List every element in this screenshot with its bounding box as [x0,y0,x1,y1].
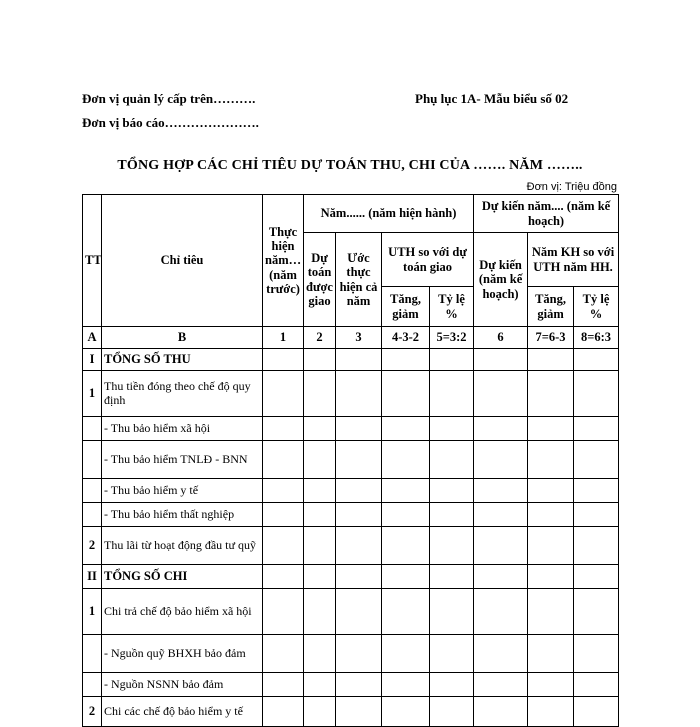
header-du-kien-group: Dự kiến năm.... (năm kế hoạch) [474,195,619,233]
data-cell[interactable] [263,635,304,673]
index-cell: 2 [304,327,336,349]
data-cell[interactable] [574,441,619,479]
header-tang-giam-1: Tăng, giảm [382,287,430,327]
data-cell[interactable] [304,673,336,697]
appendix-label: Phụ lục 1A- Mẫu biểu số 02 [415,91,569,106]
data-cell[interactable] [528,503,574,527]
data-cell[interactable] [474,589,528,635]
data-cell[interactable] [528,527,574,565]
data-cell[interactable] [336,503,382,527]
header-nam-hien-hanh: Năm...... (năm hiện hành) [304,195,474,233]
data-cell[interactable] [263,527,304,565]
data-cell[interactable] [430,441,474,479]
data-cell[interactable] [382,479,430,503]
index-cell: B [102,327,263,349]
header-chi-tieu: Chỉ tiêu [102,195,263,327]
row-number [83,635,102,673]
data-cell[interactable] [336,417,382,441]
row-label: - Thu bảo hiểm TNLĐ - BNN [102,441,263,479]
section-row [83,565,619,589]
table-row [83,589,619,635]
data-cell[interactable] [574,479,619,503]
data-cell[interactable] [574,527,619,565]
data-cell[interactable] [382,697,430,727]
row-number [83,673,102,697]
table-row [83,673,619,697]
data-cell[interactable] [336,349,382,371]
index-cell: 6 [474,327,528,349]
data-cell[interactable] [263,441,304,479]
data-cell[interactable] [430,417,474,441]
data-cell[interactable] [430,527,474,565]
header-nam-kh-so-voi: Năm KH so với UTH năm HH. [528,233,619,287]
data-cell[interactable] [304,527,336,565]
row-label: Chi các chế độ bảo hiểm y tế [102,697,263,727]
index-cell: 8=6:3 [574,327,619,349]
header-ty-le-2: Tỷ lệ % [574,287,619,327]
data-cell[interactable] [430,349,474,371]
data-cell[interactable] [263,349,304,371]
data-cell[interactable] [304,503,336,527]
row-label: - Thu bảo hiểm thất nghiệp [102,503,263,527]
table-body [83,327,619,727]
data-cell[interactable] [336,697,382,727]
header-uoc-thuc-hien: Ước thực hiện cả năm [336,233,382,327]
row-label: - Nguồn NSNN bảo đảm [102,673,263,697]
data-cell[interactable] [528,479,574,503]
table-row [83,697,619,727]
data-cell[interactable] [263,503,304,527]
data-cell[interactable] [574,589,619,635]
data-cell[interactable] [304,371,336,417]
data-cell[interactable] [336,565,382,589]
data-cell[interactable] [336,479,382,503]
row-label: Thu tiền đóng theo chế độ quy định [102,371,263,417]
data-cell[interactable] [304,697,336,727]
row-number: 2 [83,697,102,727]
reporting-unit-label: Đơn vị báo cáo…………………. [82,115,259,130]
data-cell[interactable] [430,565,474,589]
table-row [83,371,619,417]
data-cell[interactable] [474,635,528,673]
data-cell[interactable] [304,565,336,589]
data-cell[interactable] [574,503,619,527]
data-cell[interactable] [336,441,382,479]
header-thuc-hien: Thực hiện năm… (năm trước) [263,195,304,327]
parent-unit-label: Đơn vị quản lý cấp trên………. [82,91,256,106]
data-cell[interactable] [336,589,382,635]
data-cell[interactable] [382,673,430,697]
data-cell[interactable] [382,417,430,441]
row-number [83,417,102,441]
header-tt: TT [83,195,102,327]
table-row [83,441,619,479]
header-uth-so-voi: UTH so với dự toán giao [382,233,474,287]
row-number: 2 [83,527,102,565]
header-du-kien: Dự kiến (năm kế hoạch) [474,233,528,327]
data-cell[interactable] [304,417,336,441]
data-cell[interactable] [263,371,304,417]
data-cell[interactable] [336,527,382,565]
data-cell[interactable] [430,503,474,527]
data-cell[interactable] [474,527,528,565]
data-cell[interactable] [528,349,574,371]
data-cell[interactable] [430,589,474,635]
data-cell[interactable] [382,349,430,371]
index-cell: 7=6-3 [528,327,574,349]
row-label: - Thu bảo hiểm y tế [102,479,263,503]
section-row [83,349,619,371]
data-cell[interactable] [474,349,528,371]
data-cell[interactable] [430,673,474,697]
data-cell[interactable] [528,417,574,441]
data-cell[interactable] [528,565,574,589]
data-cell[interactable] [430,635,474,673]
data-cell[interactable] [474,371,528,417]
data-cell[interactable] [474,673,528,697]
data-cell[interactable] [382,371,430,417]
data-cell[interactable] [304,589,336,635]
data-cell[interactable] [263,697,304,727]
data-cell[interactable] [430,697,474,727]
data-cell[interactable] [528,371,574,417]
table-row [83,635,619,673]
table-row [83,527,619,565]
data-cell[interactable] [430,371,474,417]
row-number: II [83,565,102,589]
row-label: TỔNG SỐ CHI [102,565,263,589]
header-tang-giam-2: Tăng, giảm [528,287,574,327]
data-cell[interactable] [263,565,304,589]
data-cell[interactable] [528,635,574,673]
row-number: 1 [83,589,102,635]
data-cell[interactable] [474,417,528,441]
unit-label: Đơn vị: Triệu đồng [526,181,617,193]
row-number: I [83,349,102,371]
row-label: TỔNG SỐ THU [102,349,263,371]
index-cell: A [83,327,102,349]
data-cell[interactable] [574,417,619,441]
data-cell[interactable] [474,565,528,589]
data-cell[interactable] [304,349,336,371]
data-cell[interactable] [382,503,430,527]
data-cell[interactable] [263,417,304,441]
data-cell[interactable] [336,635,382,673]
row-number [83,441,102,479]
data-cell[interactable] [382,565,430,589]
data-cell[interactable] [474,441,528,479]
row-label: Thu lãi từ hoạt động đầu tư quỹ [102,527,263,565]
data-cell[interactable] [430,479,474,503]
data-cell[interactable] [382,635,430,673]
data-cell[interactable] [474,697,528,727]
row-label: - Nguồn quỹ BHXH bảo đảm [102,635,263,673]
data-cell[interactable] [574,635,619,673]
data-cell[interactable] [382,589,430,635]
data-cell[interactable] [528,697,574,727]
data-cell[interactable] [574,673,619,697]
data-cell[interactable] [263,673,304,697]
table-row [83,417,619,441]
index-cell: 5=3:2 [430,327,474,349]
header-ty-le-1: Tỷ lệ % [430,287,474,327]
data-cell[interactable] [336,371,382,417]
budget-table [82,194,619,727]
data-cell[interactable] [528,441,574,479]
index-cell: 3 [336,327,382,349]
data-cell[interactable] [304,635,336,673]
table-row [83,479,619,503]
data-cell[interactable] [574,371,619,417]
data-cell[interactable] [263,589,304,635]
data-cell[interactable] [574,565,619,589]
data-cell[interactable] [382,527,430,565]
row-number [83,479,102,503]
data-cell[interactable] [528,589,574,635]
row-label: - Thu bảo hiểm xã hội [102,417,263,441]
data-cell[interactable] [574,697,619,727]
index-cell: 4-3-2 [382,327,430,349]
data-cell[interactable] [528,673,574,697]
data-cell[interactable] [336,673,382,697]
index-cell: 1 [263,327,304,349]
row-number: 1 [83,371,102,417]
data-cell[interactable] [474,503,528,527]
data-cell[interactable] [304,479,336,503]
table-row [83,503,619,527]
data-cell[interactable] [382,441,430,479]
data-cell[interactable] [304,441,336,479]
data-cell[interactable] [474,479,528,503]
row-number [83,503,102,527]
index-row [83,327,619,349]
row-label: Chi trả chế độ bảo hiểm xã hội [102,589,263,635]
document-title: TỔNG HỢP CÁC CHỈ TIÊU DỰ TOÁN THU, CHI CỦA ……. NĂM …….. [117,158,583,173]
data-cell[interactable] [263,479,304,503]
header-du-toan: Dự toán được giao [304,233,336,327]
data-cell[interactable] [574,349,619,371]
